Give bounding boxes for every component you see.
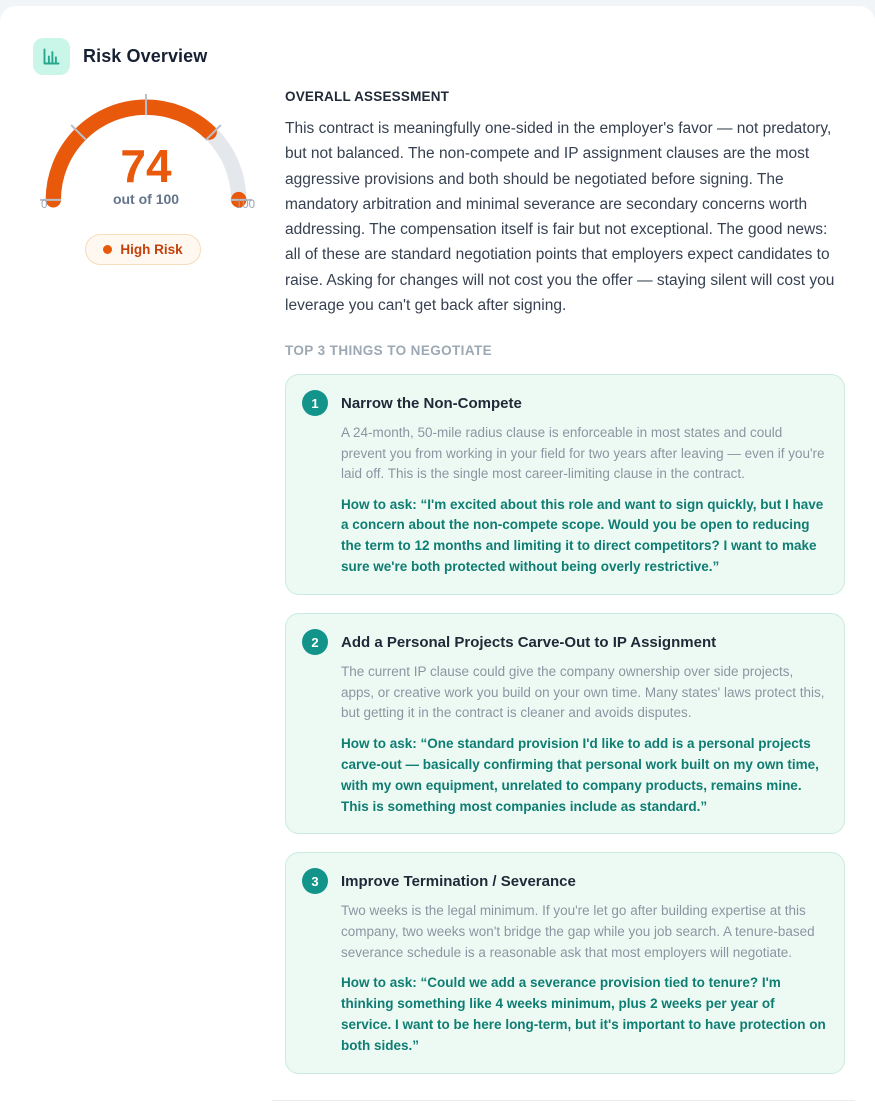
negotiate-description: The current IP clause could give the company ownership over side projects, apps, or creative work you build on your own time. Many states' laws protect this, but getting it in the contract is cleaner and avoids disputes. [341, 664, 825, 721]
risk-level-label: High Risk [120, 242, 183, 257]
negotiate-how-to-ask: How to ask: “I'm excited about this role and want to sign quickly, but I have a concern about the non-compete scope. Would you be open to reducing the term to 12 months and limiting it to direct competitors? I want to make sure we're both protected without being overly restrictive.” [341, 496, 824, 575]
gauge-max-label: 100 [235, 199, 255, 211]
negotiate-card-2 [285, 613, 845, 834]
risk-gauge [36, 89, 256, 219]
page-title: Risk Overview [83, 46, 208, 66]
gauge-score-value: 74 [120, 140, 172, 192]
number-badge: 2 [302, 629, 328, 655]
negotiate-title: Improve Termination / Severance [341, 872, 576, 890]
negotiate-how-to-ask: How to ask: “One standard provision I'd like to add is a personal projects carve-out — basically confirming that personal work built on my own time, with my own equipment, unrelated to company products, remains mine. This is something most companies include as standard.” [341, 735, 819, 814]
assessment-column [285, 87, 845, 1114]
assessment-heading: OVERALL ASSESSMENT [285, 89, 450, 104]
number-badge: 3 [302, 868, 328, 894]
gauge-column [33, 87, 259, 265]
panel-header [33, 38, 845, 75]
negotiate-how-to-ask: How to ask: “Could we add a severance provision tied to tenure? I'm thinking something like 4 weeks minimum, plus 2 weeks per year of service. I want to be here long-term, but it's important to have protection on both sides.” [341, 975, 826, 1053]
negotiate-card-1 [285, 374, 845, 595]
negotiate-description: Two weeks is the legal minimum. If you're let go after building expertise at this company, two weeks won't bridge the gap while you job search. A tenure-based severance schedule is a reasonable ask that most employers will negotiate. [341, 903, 815, 960]
risk-overview-card [0, 6, 875, 1114]
negotiate-card-header [302, 629, 826, 655]
negotiate-card-3 [285, 852, 845, 1073]
risk-dot-icon [103, 245, 112, 254]
gauge-score-suffix: out of 100 [112, 191, 180, 207]
negotiate-title: Narrow the Non-Compete [341, 394, 522, 412]
negotiate-heading: TOP 3 THINGS TO NEGOTIATE [285, 343, 493, 358]
assessment-body: This contract is meaningfully one-sided in the employer's favor — not predatory, but not balanced. The non-compete and IP assignment clauses are the most aggressive provisions and both should be negotiated before signing. The mandatory arbitration and minimal severance are secondary concerns worth addressing. The compensation itself is fair but not exceptional. The good news: all of these are standard negotiation points that employers expect candidates to raise. Asking for changes will not cost you the offer — staying silent will cost you leverage you can't get back after signing. [285, 120, 835, 314]
negotiate-card-header [302, 868, 826, 894]
number-badge: 1 [302, 390, 328, 416]
bar-chart-icon [33, 38, 70, 75]
negotiate-card-header [302, 390, 826, 416]
negotiate-description: A 24-month, 50-mile radius clause is enforceable in most states and could prevent you from working in your field for two years after leaving — even if you're laid off. This is the single most career-limiting clause in the contract. [341, 425, 825, 482]
gauge-min-label: 0 [41, 199, 48, 211]
risk-overview-page [0, 6, 875, 1053]
bottom-divider [272, 1100, 855, 1114]
risk-level-badge [85, 234, 200, 265]
negotiate-title: Add a Personal Projects Carve-Out to IP Assignment [341, 633, 717, 651]
main-content [33, 87, 845, 1114]
badge-row [33, 234, 253, 265]
